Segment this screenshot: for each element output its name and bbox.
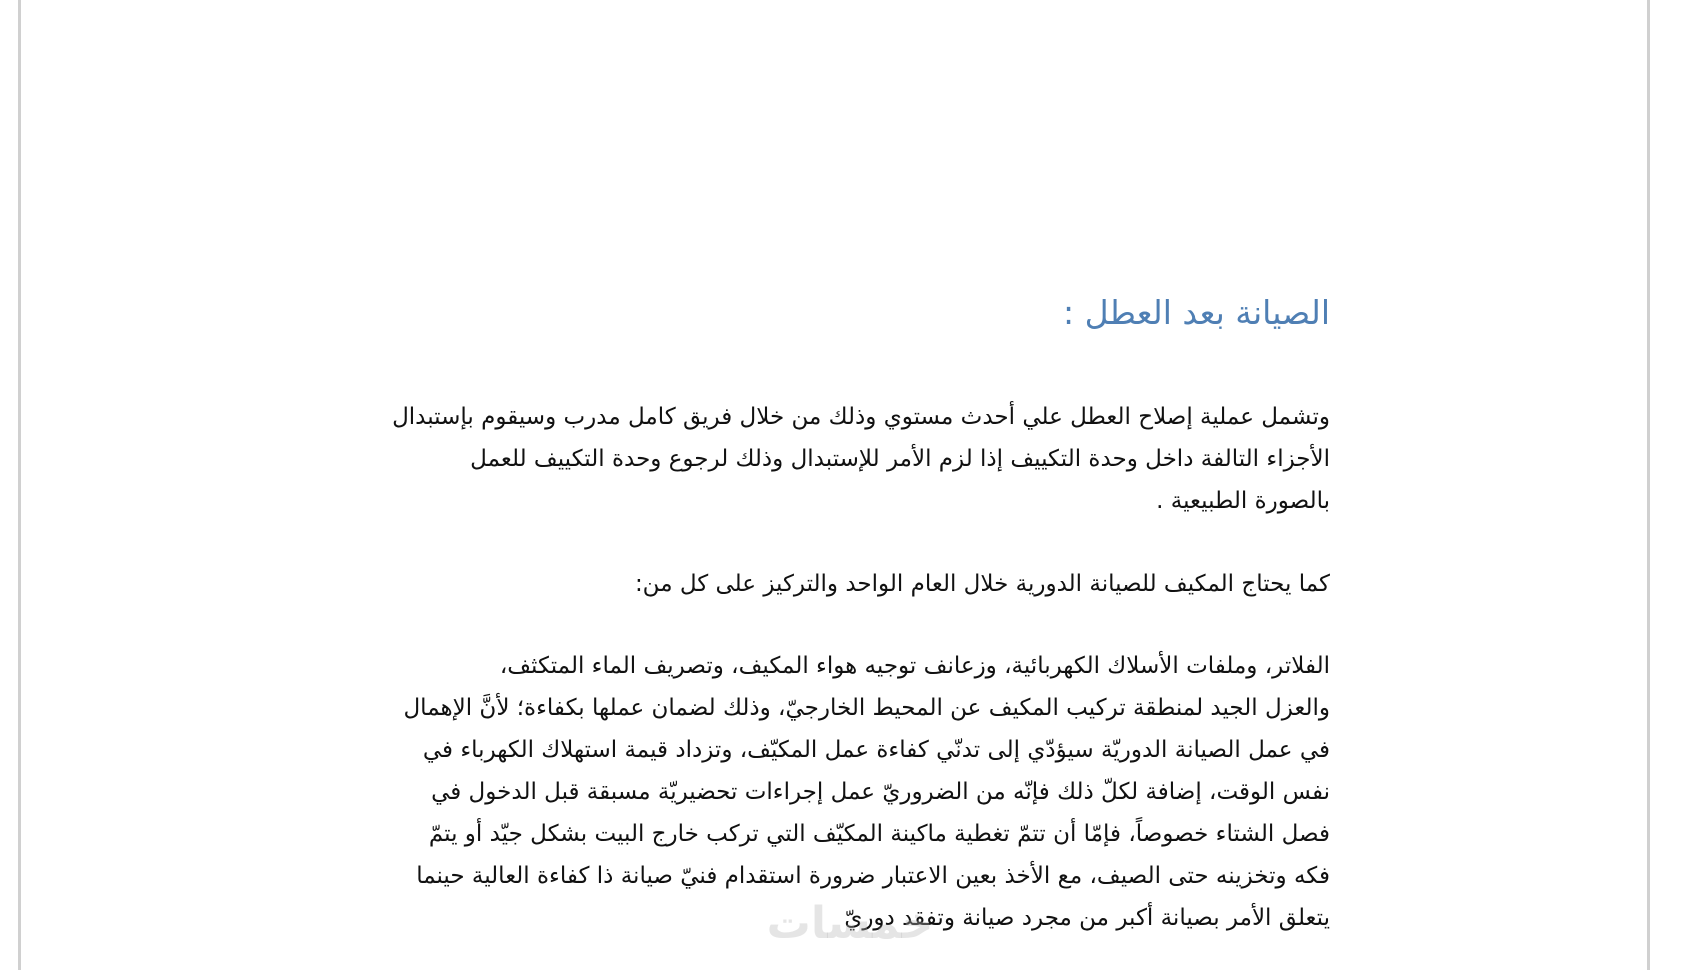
page-left-border [18, 0, 21, 970]
paragraph-line: كما يحتاج المكيف للصيانة الدورية خلال العام الواحد والتركيز على كل من: [634, 571, 1330, 597]
viewer-background-right [1650, 0, 1700, 970]
paragraph-line: بالصورة الطبيعية . [1156, 488, 1330, 514]
paragraph-periodic-intro [270, 563, 1330, 605]
paragraph-line: فكه وتخزينه حتى الصيف، مع الأخذ بعين الاعتبار ضرورة استقدام فنيّ صيانة ذا كفاءة العالية حينما [416, 863, 1330, 889]
paragraph-line: الأجزاء التالفة داخل وحدة التكييف إذا لزم الأمر للإستبدال وذلك لرجوع وحدة التكييف للعمل [470, 446, 1330, 472]
paragraph-line: فصل الشتاء خصوصاً، فإمّا أن تتمّ تغطية ماكينة المكيّف التي تركب خارج البيت بشكل جيّد أو يتمّ [428, 821, 1330, 847]
paragraph-line: يتعلق الأمر بصيانة أكبر من مجرد صيانة وتفقد دوريّ [844, 905, 1330, 931]
paragraph-repair [270, 396, 1330, 522]
watermark-logo: خمسات [766, 898, 934, 949]
paragraph-line: نفس الوقت، إضافة لكلّ ذلك فإنّه من الضروريّ عمل إجراءات تحضيريّة مسبقة قبل الدخول في [431, 779, 1330, 805]
section-heading: الصيانة بعد العطل : [1063, 293, 1330, 332]
paragraph-line: الفلاتر، وملفات الأسلاك الكهربائية، وزعانف توجيه هواء المكيف، وتصريف الماء المتكثف، [499, 653, 1330, 679]
paragraph-line: في عمل الصيانة الدوريّة سيؤدّي إلى تدنّي كفاءة عمل المكيّف، وتزداد قيمة استهلاك الكهرباء في [422, 737, 1330, 763]
paragraph-line: وتشمل عملية إصلاح العطل علي أحدث مستوي وذلك من خلال فريق كامل مدرب وسيقوم بإستبدال [392, 404, 1330, 430]
paragraph-line: والعزل الجيد لمنطقة تركيب المكيف عن المحيط الخارجيّ، وذلك لضمان عملها بكفاءة؛ لأنَّ الإهمال [403, 695, 1330, 721]
paragraph-maintenance-items [270, 645, 1330, 939]
